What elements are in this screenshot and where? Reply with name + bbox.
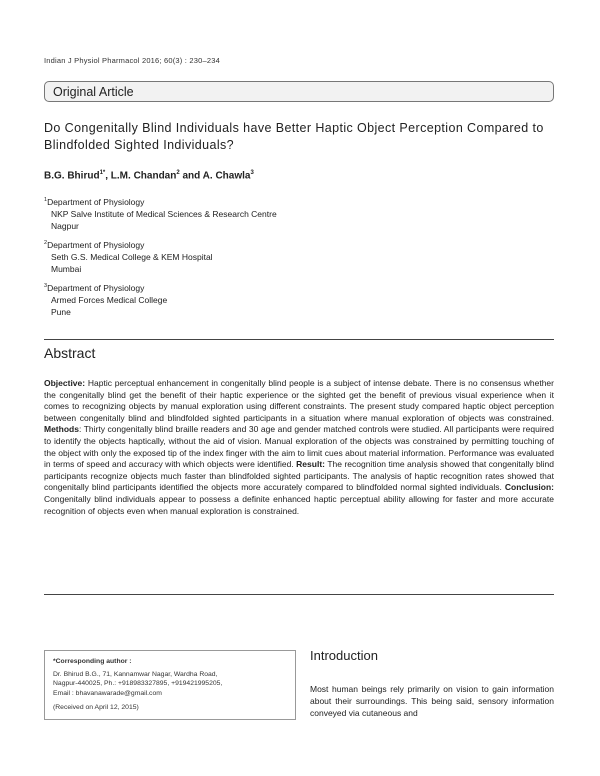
result-label: Result: [296, 459, 325, 470]
affiliation-3 [44, 280, 167, 318]
article-type-label: Original Article [53, 85, 134, 99]
conclusion-text: Congenitally blind individuals appear to possess a definite enhanced haptic perceptual ability allowing for faster and more accurate recognition of objects even when manual exploration is constrained. [44, 493, 554, 516]
affiliation-superscript: 1 [44, 197, 48, 203]
author-name: A. Chawla [202, 170, 251, 182]
objective-label: Objective: [44, 378, 86, 388]
affiliation-line: Nagpur [51, 220, 79, 231]
received-date: (Received on April 12, 2015) [53, 704, 139, 711]
affiliation-2 [44, 237, 213, 275]
author-superscript: 1* [99, 170, 106, 176]
result-text: The recognition time analysis showed that congenitally blind participants recognize objects much faster than blindfolded sighted participants. The analysis of haptic recognition rates showed that congenitally blind participants identified the objects more accurately compared to blindfolded normal sighted individuals. [44, 459, 554, 493]
corresponding-author-box [44, 650, 296, 720]
journal-citation: Indian J Physiol Pharmacol 2016; 60(3) : 230–234 [44, 56, 220, 65]
corresponding-author-title: *Corresponding author : [53, 658, 132, 665]
abstract-top-rule [44, 339, 554, 340]
author-name: B.G. Bhirud [44, 170, 100, 182]
affiliation-line: Department of Physiology [47, 239, 145, 250]
affiliation-line: Department of Physiology [47, 282, 145, 293]
abstract-heading: Abstract [44, 345, 96, 361]
author-name: L.M. Chandan [110, 170, 177, 182]
correspondence-line: Email : bhavanawarade@gmail.com [53, 689, 162, 697]
author-superscript: 3 [250, 170, 254, 176]
affiliation-line: Pune [51, 306, 71, 317]
methods-label: Methods [44, 424, 79, 435]
article-title: Do Congenitally Blind Individuals have Better Haptic Object Perception Compared to Blindfolded Sighted Individuals? [44, 121, 544, 152]
affiliation-superscript: 2 [44, 240, 48, 246]
methods-text: Thirty congenitally blind braille readers and 30 age and gender matched controls were studied. All participants were required to identify the objects haptically, without the aid of vision. Manual exploration of the objects was constrained by permitting touching of the object with only the exposed tip of the index finger with the aim to limit cues about material information. Performance was evaluated in terms of speed and accuracy with which objects were identified. [44, 424, 554, 470]
introduction-heading: Introduction [310, 648, 378, 663]
affiliation-1 [44, 194, 277, 232]
author-list: B.G. Bhirud$^{1*}$, L.M. Chandan$^2$ and A. Chawla$^3$ [44, 170, 254, 182]
affiliation-line: Department of Physiology [47, 196, 145, 207]
affiliation-line: Seth G.S. Medical College & KEM Hospital [51, 251, 213, 262]
affiliation-line: Armed Forces Medical College [51, 294, 168, 305]
affiliation-line: Mumbai [51, 263, 82, 274]
affiliation-line: NKP Salve Institute of Medical Sciences & Research Centre [51, 208, 277, 219]
conclusion-label: Conclusion: [504, 482, 554, 493]
objective-text: Haptic perceptual enhancement in congenitally blind people is a subject of intense debate. There is no consensus whether the congenitally blind get the benefit of their haptic experience or the sighted get the benefit of previous visual experience when it comes to recognizing objects by manual exploration using different constraints. The present study compared haptic object perception between congenitally blind and blindfolded sighted participants in a situation where manual exploration of objects was constrained. [44, 378, 554, 423]
correspondence-line: Nagpur-440025, Ph.: +918983327895, +919421995205, [53, 680, 223, 687]
introduction-text: Most human beings rely primarily on vision to gain information about their surroundings. This being said, sensory information conveyed via cutaneous and [310, 684, 554, 718]
abstract-bottom-rule [44, 594, 554, 595]
article-type-banner [44, 81, 554, 102]
correspondence-line: Dr. Bhirud B.G., 71, Kannamwar Nagar, Wardha Road, [53, 670, 218, 678]
affiliation-superscript: 3 [44, 283, 48, 289]
author-superscript: 2 [176, 170, 180, 176]
abstract-body: Objective: Haptic perceptual enhancement in congenitally blind people is a subject of intense debate. There is no consensus whether the congenitally blind get the benefit of their haptic experience or the sighted get the benefit of previous visual experience when it comes to recognizing objects by manual exploration using different constraints. The present study compared haptic object perception between congenitally blind and blindfolded sighted participants in a situation where manual exploration of objects was constrained. Methods: Thirty congenitally blind braille readers and 30 age and gender matched controls were studied. All participants were required to identify the objects haptically, without the aid of vision. Manual exploration of the objects was constrained by permitting touching of the object with only the exposed tip of the index finger with the aim to limit cues about material information. Performance was evaluated in terms of speed and accuracy with which objects were identified. Result: The recognition time analysis showed that congenitally blind participants recognize objects much faster than blindfolded sighted participants. The analysis of haptic recognition rates showed that congenitally blind participants identified the objects more accurately compared to blindfolded normal sighted individuals. Conclusion: Congenitally blind individuals appear to possess a definite enhanced haptic perceptual ability allowing for faster and more accurate recognition of objects even when manual exploration is constrained. [44, 378, 554, 516]
